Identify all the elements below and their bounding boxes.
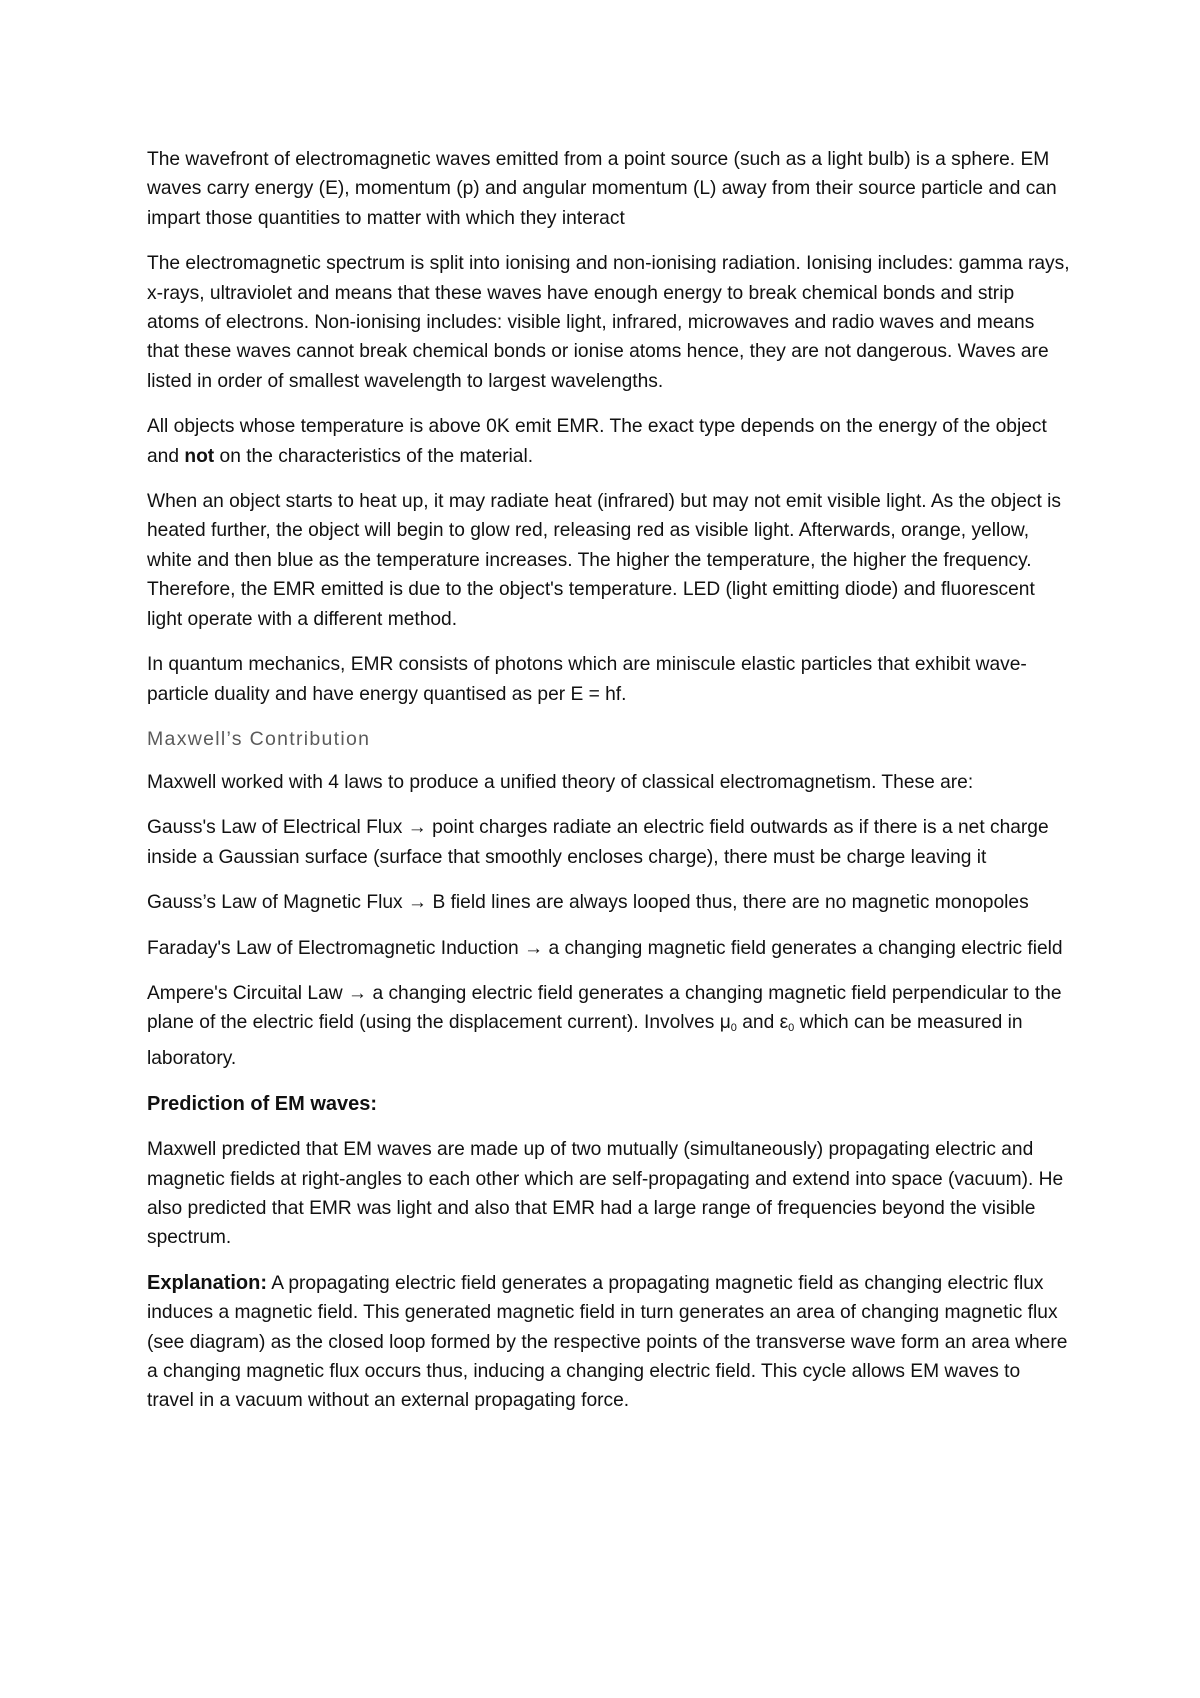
law-gauss-magnetic: Gauss’s Law of Magnetic Flux → B field lines are always looped thus, there are no magnetic monopoles [147,892,1029,914]
paragraph-quantum: In quantum mechanics, EMR consists of photons which are miniscule elastic particles that exhibit wave-particle duality and have energy quantised as per E = hf. [147,654,1027,705]
emphasis-not: not [184,445,215,467]
paragraph-prediction: Maxwell predicted that EM waves are made up of two mutually (simultaneously) propagating electric and magnetic fields at right-angles to each other which are self-propagating and extend into space (vacuum). He also predicted that EMR was light and also that EMR had a large range of frequencies beyond the visible spectrum. [147,1139,1064,1249]
paragraph-explanation [147,1269,1070,1416]
paragraph-heating: When an object starts to heat up, it may radiate heat (infrared) but may not emit visible light. As the object is heated further, the object will begin to glow red, releasing red as visible light. Afterwards, orange, yellow, white and then blue as the temperature increases. The higher the temperature, the higher the frequency. Therefore, the EMR emitted is due to the object's temperature. LED (light emitting diode) and fluorescent light operate with a different method. [147,491,1061,630]
law-ampere-text: Ampere's Circuital Law → a changing electric field generates a changing magnetic field perpendicular to the plane of the electric field (using the displacement current). Involves [147,982,1062,1034]
epsilon-symbol: ε [779,1012,789,1034]
paragraph-maxwell-intro: Maxwell worked with 4 laws to produce a unified theory of classical electromagnetism. These are: [147,771,974,793]
explanation-text: A propagating electric field generates a propagating magnetic field as changing electric flux induces a magnetic field. This generated magnetic field in turn generates an area of changing magnetic flux (see diagram) as the closed loop formed by the respective points of the transverse wave form an area where a changing magnetic flux occurs thus, inducing a changing electric field. This cycle allows EM waves to travel in a vacuum without an external propagating force. [147,1272,1068,1412]
paragraph-temperature-end: on the characteristics of the material. [214,445,534,467]
law-ampere-end: which can be measured in laboratory. [147,1012,1023,1069]
paragraph-temperature [147,412,1070,471]
paragraph-spectrum: The electromagnetic spectrum is split into ionising and non-ionising radiation. Ionising includes: gamma rays, x-rays, ultraviolet and means that these waves have enough energy to break chemical bonds and strip atoms of electrons. Non-ionising includes: visible light, infrared, microwaves and radio waves and means that these waves cannot break chemical bonds or ionise atoms hence, they are not dangerous. Waves are listed in order of smallest wavelength to largest wavelengths. [147,253,1070,392]
mu-symbol: μ [719,1012,731,1034]
law-faraday: Faraday's Law of Electromagnetic Induction → a changing magnetic field generates a changing electric field [147,937,1063,959]
conjunction-and: and [736,1012,780,1034]
paragraph-temperature-text: All objects whose temperature is above 0K emit EMR. The exact type depends on the energy of the object and [147,416,1047,467]
mu-subscript: 0 [730,1022,737,1035]
explanation-label: Explanation: [147,1271,268,1294]
heading-maxwell-contribution: Maxwell’s Contribution [147,727,371,750]
paragraph-wavefront: The wavefront of electromagnetic waves emitted from a point source (such as a light bulb) is a sphere. EM waves carry energy (E), momentum (p) and angular momentum (L) away from their source particle and can impart those quantities to matter with which they interact [147,149,1057,229]
epsilon-subscript: 0 [788,1022,795,1035]
law-gauss-electric: Gauss's Law of Electrical Flux → point charges radiate an electric field outwards as if there is a net charge inside a Gaussian surface (surface that smoothly encloses charge), there must be charge leaving it [147,817,1049,868]
law-ampere [147,979,1070,1073]
heading-prediction: Prediction of EM waves: [147,1093,378,1116]
